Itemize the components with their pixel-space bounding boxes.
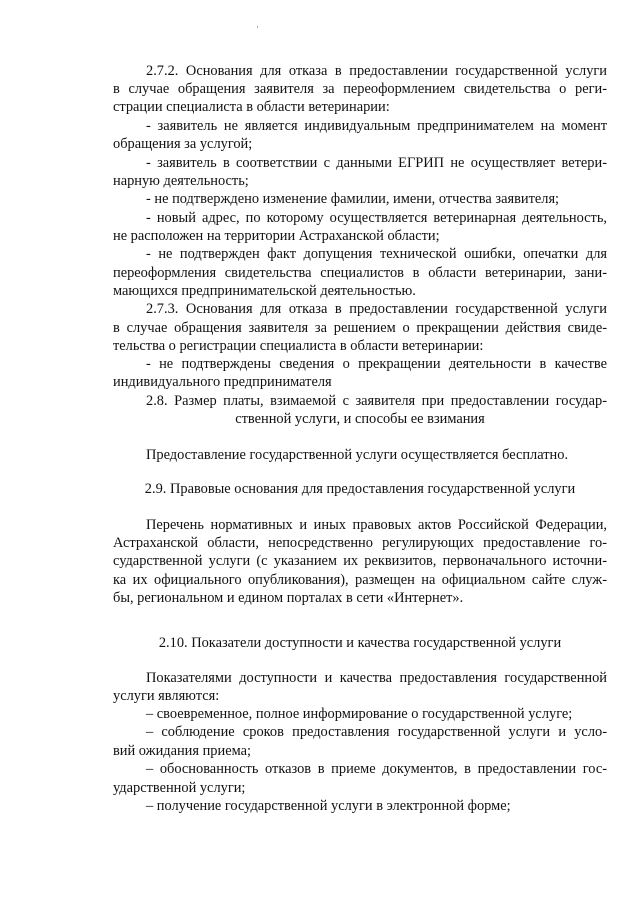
text-line: мающихся предпринимательской деятельностью. bbox=[113, 283, 416, 299]
text-line: - заявитель в соответствии с данными ЕГРИП не осуществляет ветери- bbox=[146, 155, 607, 171]
text-line: в случае обращения заявителя за решением о прекращении действия свиде- bbox=[113, 320, 607, 336]
text-line: 2.7.3. Основания для отказа в предоставлении государственной услуги bbox=[146, 301, 607, 317]
text-line: бы, региональном и едином порталах в сети «Интернет». bbox=[113, 590, 464, 606]
text-line: - не подтвержден факт допущения технической ошибки, опечатки для bbox=[146, 246, 607, 262]
text-line: ка их официального опубликования), размещен на официальном сайте служ- bbox=[113, 572, 607, 588]
text-line: - новый адрес, по которому осуществляется ветеринарная деятельность, bbox=[146, 210, 607, 226]
text-line: 2.9. Правовые основания для предоставления государственной услуги bbox=[144, 481, 576, 497]
text-line: нарную деятельность; bbox=[113, 173, 249, 189]
text-line: в случае обращения заявителя за переоформлением свидетельства о реги- bbox=[113, 81, 607, 97]
text-line: – своевременное, полное информирование о государственной услуге; bbox=[146, 706, 573, 722]
text-line: – соблюдение сроков предоставления государственной услуги и усло- bbox=[146, 724, 607, 740]
text-line: страции специалиста в области ветеринарии: bbox=[113, 99, 390, 115]
text-line: сударственной услуги (с указанием их реквизитов, первоначального источни- bbox=[113, 553, 607, 569]
text-line: ударственной услуги; bbox=[113, 780, 246, 796]
text-line: 2.10. Показатели доступности и качества государственной услуги bbox=[158, 635, 562, 651]
text-line: 2.7.2. Основания для отказа в предоставлении государственной услуги bbox=[146, 63, 607, 79]
text-line: индивидуального предпринимателя bbox=[113, 374, 332, 390]
text-line: не расположен на территории Астраханской области; bbox=[113, 228, 440, 244]
text-line: обращения за услугой; bbox=[113, 136, 253, 152]
text-line: - не подтверждено изменение фамилии, имени, отчества заявителя; bbox=[146, 191, 560, 207]
text-line: тельства о регистрации специалиста в области ветеринарии: bbox=[113, 338, 484, 354]
text-line: - не подтверждены сведения о прекращении деятельности в качестве bbox=[146, 356, 607, 372]
text-line: переоформления свидетельства специалистов в области ветеринарии, зани- bbox=[113, 265, 607, 281]
text-line: Астраханской области, непосредственно регулирующих предоставление го- bbox=[113, 535, 607, 551]
text-line: ственной услуги, и способы ее взимания bbox=[235, 411, 485, 427]
text-line: – обоснованность отказов в приеме документов, в предоставлении гос- bbox=[146, 761, 607, 777]
text-line: Предоставление государственной услуги осуществляется бесплатно. bbox=[146, 447, 569, 463]
text-line: - заявитель не является индивидуальным предпринимателем на момент bbox=[146, 118, 607, 134]
text-line: – получение государственной услуги в электронной форме; bbox=[146, 798, 511, 814]
text-line: Показателями доступности и качества предоставления государственной bbox=[146, 670, 607, 686]
scan-mark: · bbox=[256, 22, 259, 32]
text-line: услуги являются: bbox=[113, 688, 220, 704]
text-line: Перечень нормативных и иных правовых актов Российской Федерации, bbox=[146, 517, 607, 533]
text-line: 2.8. Размер платы, взимаемой с заявителя при предоставлении государ- bbox=[146, 393, 607, 409]
text-line: вий ожидания приема; bbox=[113, 743, 251, 759]
